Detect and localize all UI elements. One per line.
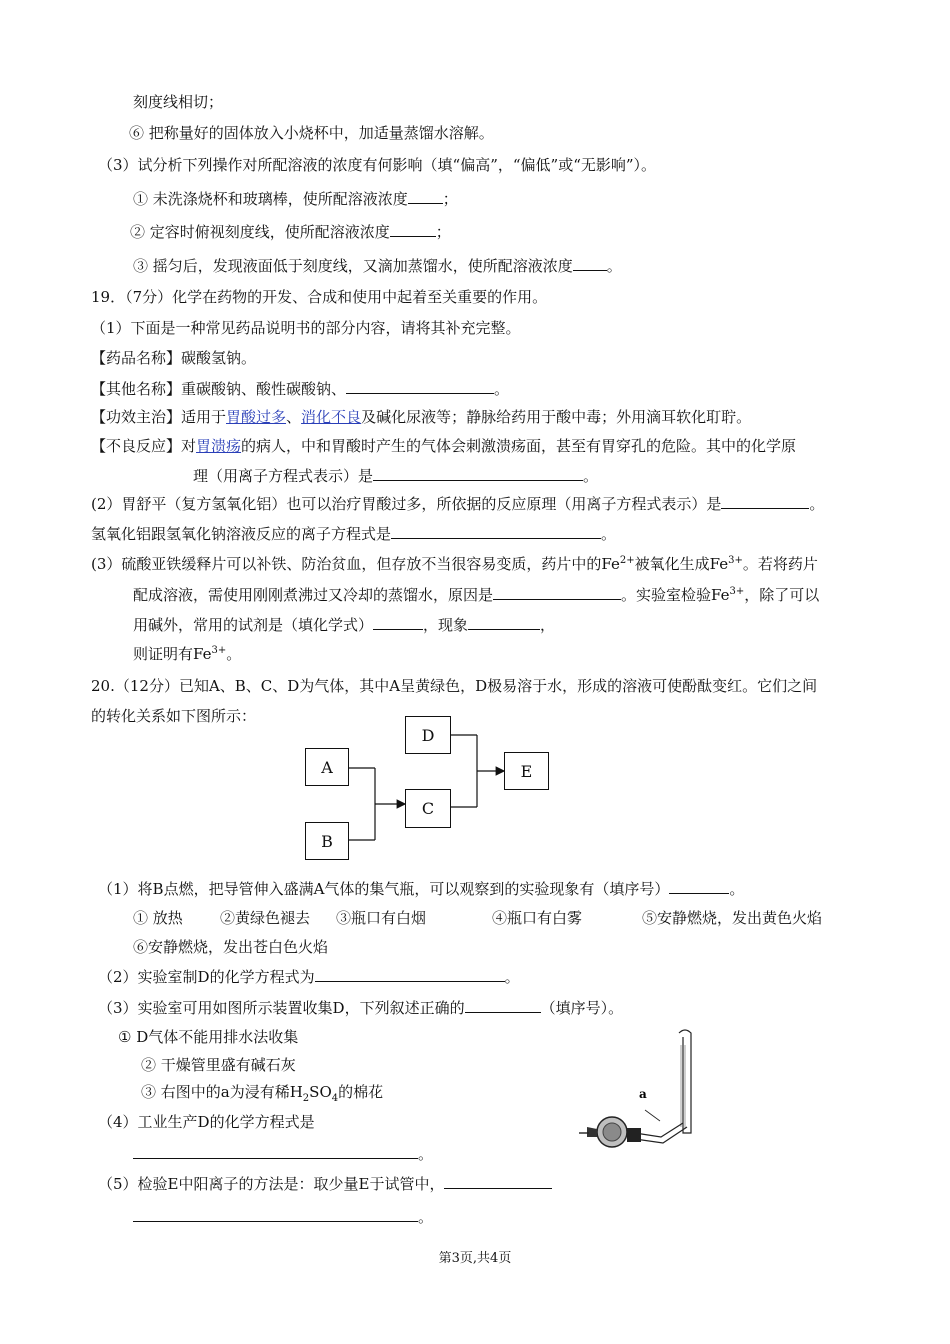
text: 刻度线相切； [133,93,224,111]
text: （3）实验室可用如图所示装置收集D，下列叙述正确的 [98,999,465,1017]
text: （3）试分析下列操作对所配溶液的浓度有何影响（填“偏高”，“偏低”或“无影响”）。 [98,156,657,174]
answer-blank[interactable] [315,966,505,982]
text: ⑥安静燃烧，发出苍白色火焰 [133,938,329,956]
answer-line [133,1143,433,1164]
text: ， [540,616,556,634]
question-20-1 [98,878,744,899]
text: 【药品名称】碳酸氢钠。 [91,349,257,367]
text: (3）硫酸亚铁缓释片可以补铁、防治贫血，但存放不当很容易变质，药片中的Fe [91,555,620,573]
delivery-tube [635,1127,687,1143]
desiccant [603,1123,621,1141]
text: （1）将B点燃，把导管伸入盛满A气体的集气瓶，可以观察到的实验现象有（填序号） [98,880,670,898]
text: ② 干燥管里盛有碱石灰 [141,1056,296,1074]
page-number: 第3页,共4页 [438,1251,512,1266]
question-20-5 [98,1173,552,1194]
node-label: E [520,761,533,781]
text: 。若将药片 [742,555,818,573]
answer-blank[interactable] [133,1143,418,1159]
question-20-2 [98,966,520,987]
text: 。 [729,880,745,898]
link-gastric-ulcer[interactable]: 胃溃疡 [196,437,242,455]
text: (2）胃舒平（复方氢氧化铝）也可以治疗胃酸过多，所依据的反应原理（用离子方程式表示）是 [91,495,722,513]
text: 。实验室检验Fe [621,586,730,604]
text: 【不良反应】对 [91,437,197,455]
text: 。 [809,495,825,513]
option-6 [133,937,328,957]
node-label: A [321,757,333,777]
diagram-node-c [405,789,451,828]
text: （1）下面是一种常见药品说明书的部分内容，请将其补充完整。 [91,319,521,337]
text: 。 [494,380,510,398]
text: 20.（12分）已知A、B、C、D为气体，其中A呈黄绿色，D极易溶于水，形成的溶液可使酚酞变红。它们之间 [91,677,818,695]
text: ②黄绿色褪去 [220,909,311,927]
text: SO [309,1083,332,1101]
text: 则证明有Fe [133,645,212,663]
text: （4）工业生产D的化学方程式是 [98,1113,315,1131]
text: （2）实验室制D的化学方程式为 [98,968,315,986]
text: （5）检验E中阳离子的方法是：取少量E于试管中， [98,1175,445,1193]
subscript: 4 [331,1093,339,1104]
answer-blank[interactable] [444,1173,552,1189]
text: ⑤安静燃烧，发出黄色火焰 [642,909,823,927]
text: ① 未洗涤烧杯和玻璃棒，使所配溶液浓度 [133,190,408,208]
link-stomach-acid[interactable]: 胃酸过多 [226,408,287,426]
text: ； [442,190,458,208]
text: 。 [601,525,617,543]
text: 的转化关系如下图所示： [91,707,257,725]
text: 用碱外，常用的试剂是（填化学式） [133,616,374,634]
diagram-node-a [305,748,349,786]
option-2 [220,908,310,928]
option-1 [133,908,183,928]
stopper [627,1128,641,1142]
question-20-3 [98,997,623,1018]
superscript: 3+ [729,586,745,597]
node-label: B [321,831,333,851]
text: ③ 摇匀后，发现液面低于刻度线，又滴加蒸馏水，使所配溶液浓度 [133,257,573,275]
text: ① D气体不能用排水法收集 [118,1028,299,1046]
text: 配成溶液，需使用刚刚煮沸过又冷却的蒸馏水，原因是 [133,586,494,604]
statement-2 [141,1055,296,1075]
diagram-node-d [405,716,451,754]
answer-blank[interactable] [465,997,541,1013]
text: ，除了可以 [744,586,820,604]
subscript: 2 [302,1093,310,1104]
text: 及碱化尿液等；静脉给药用于酸中毒；外用滴耳软化耵聍。 [361,408,752,426]
pointer-line [645,1110,660,1121]
text: ④瓶口有白雾 [492,909,583,927]
text: ，现象 [423,616,469,634]
option-3 [336,908,426,928]
text: 。 [418,1145,434,1163]
diagram-node-b [305,822,349,860]
link-indigestion[interactable]: 消化不良 [301,408,362,426]
text: 的棉花 [338,1083,384,1101]
text: ③瓶口有白烟 [336,909,427,927]
text: 。 [504,968,520,986]
text: 。 [606,257,622,275]
text: 。 [226,645,242,663]
label-a: a [639,1087,647,1101]
question-20-4 [98,1112,315,1132]
option-5 [642,908,822,928]
text: 氢氧化铝跟氢氧化钠溶液反应的离子方程式是 [91,525,392,543]
answer-blank[interactable] [133,1206,418,1222]
text: （填序号）。 [540,999,624,1017]
diagram-node-e [504,752,549,790]
text: 被氧化生成Fe [634,555,729,573]
text: ③ 右图中的a为浸有稀H [141,1083,303,1101]
node-label: D [421,725,435,745]
text: 。 [583,467,599,485]
text: ； [435,223,451,241]
text: ⑥ 把称量好的固体放入小烧杯中，加适量蒸馏水溶解。 [129,124,494,142]
answer-blank[interactable] [669,878,729,894]
node-label: C [421,799,435,818]
text: 。 [418,1208,434,1226]
text: ② 定容时俯视刻度线，使所配溶液浓度 [130,223,390,241]
superscript: 3+ [211,645,227,656]
text: 理（用离子方程式表示）是 [193,467,374,485]
statement-3 [141,1082,383,1102]
statement-1 [118,1027,298,1047]
text: 【其他名称】重碳酸钠、酸性碳酸钠、 [91,380,347,398]
text: 的病人，中和胃酸时产生的气体会刺激溃疡面，甚至有胃穿孔的危险。其中的化学原 [241,437,797,455]
text: 、 [286,408,302,426]
superscript: 2+ [619,555,635,566]
inlet-connector [587,1127,597,1137]
page-footer [0,1247,950,1266]
answer-line [133,1206,433,1227]
text: ① 放热 [133,909,183,927]
text: 19．（7分）化学在药物的开发、合成和使用中起着至关重要的作用。 [91,288,548,306]
option-4 [492,908,582,928]
superscript: 3+ [728,555,743,566]
gas-collection-apparatus-image [575,1025,705,1150]
text: 【功效主治】适用于 [91,408,227,426]
